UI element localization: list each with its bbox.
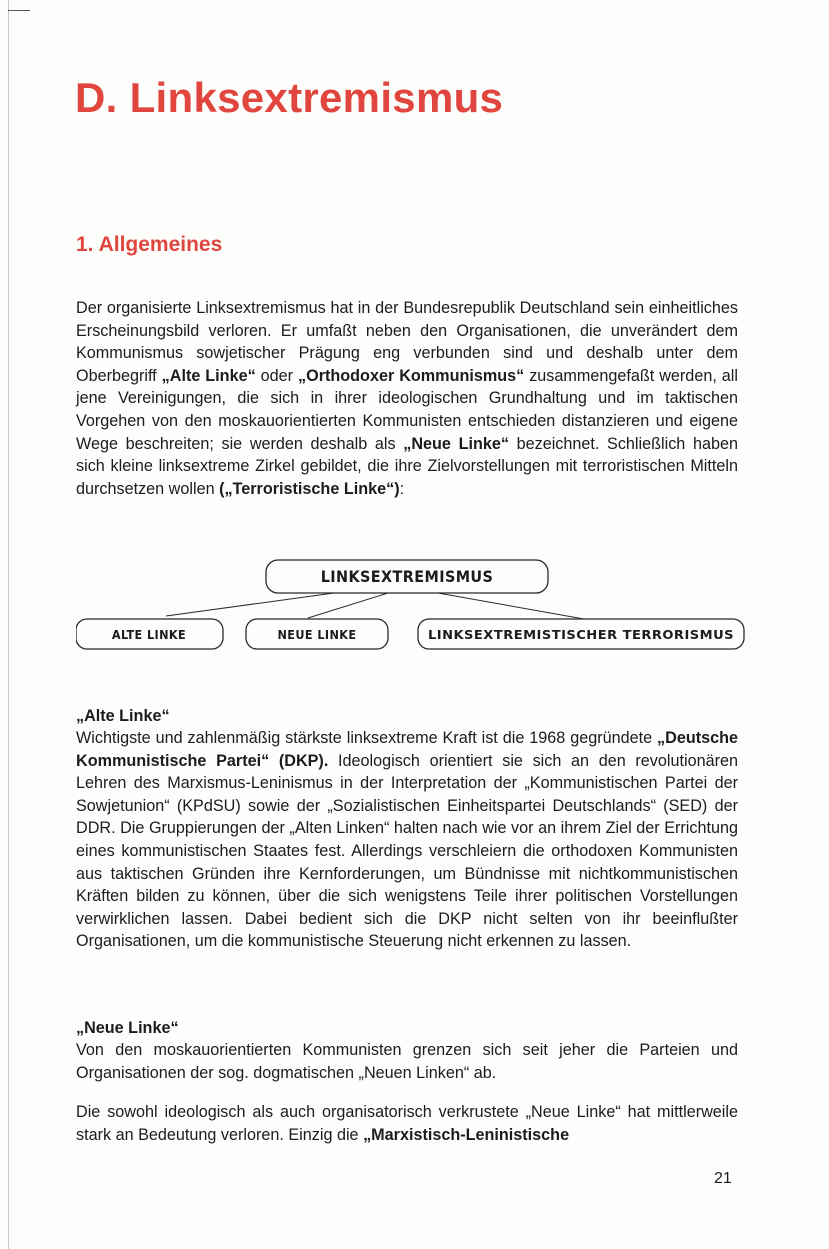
page-number: 21 — [714, 1170, 732, 1187]
alte-linke-text-1: Wichtigste und zahlenmäßig stärkste linksextreme Kraft ist die 1968 gegründete — [76, 729, 658, 747]
neue-linke-bold-mlpd: „Marxistisch-Leninistische — [363, 1125, 570, 1144]
alte-linke-heading: „Alte Linke“ — [76, 707, 170, 725]
page-edge-line — [8, 0, 9, 1249]
node-alte-linke — [76, 619, 223, 649]
node-neue-linke — [246, 619, 388, 649]
connector-terrorismus — [438, 593, 584, 619]
node-alte-linke-label: ALTE LINKE — [111, 627, 187, 642]
neue-linke-text-1: Die sowohl ideologisch als auch organisatorisch verkrustete „Neue Linke“ hat mittlerweile stark an Bedeutung verloren. Einzig die — [76, 1103, 738, 1144]
intro-text-1: Der organisierte Linksextremismus hat in der Bundesrepublik Deutschland sein einheitliches Erscheinungsbild verloren. Er umfaßt neben den Organisationen, die unverändert dem Kommunismus sowjetischer Prägung eng verbunden sind und deshalb unter dem Oberbegriff — [76, 299, 738, 385]
node-linksextremismus-label: LINKSEXTREMISMUS — [320, 567, 494, 586]
section-title: 1. Allgemeines — [76, 233, 223, 256]
connector-alte-linke — [166, 593, 334, 616]
alte-linke-text-2: Ideologisch orientiert sie sich an den revolutionären Lehren des Marxismus-Leninismus in der Interpretation der „Kommunistischen Partei der Sowjetunion“ (KPdSU) sowie der „Sozialistischen Einheitspartei Deutschlands“ (SED) der DDR. Die Gruppierungen der „Alten Linken“ halten nach wie vor an ihrem Ziel der Errichtung eines kommunistischen Staates fest. Allerdings verschleiern die orthodoxen Kommunisten aus taktischen Gründen ihre Kernforderungen, um Bündnisse mit nichtkommunistischen Kräften bilden zu können, über die sich wenigstens Teile ihrer politischen Vorstellungen verwirklichen lassen. Dabei bedient sich die DKP nicht selten von ihr beeinflußter Organisationen, um die kommunistische Steuerung nicht erkennen zu lassen. — [76, 751, 739, 951]
node-neue-linke-label: NEUE LINKE — [277, 627, 357, 642]
node-terrorismus — [418, 619, 744, 649]
intro-text-5: : — [399, 479, 405, 498]
alte-linke-bold-dkp: „Deutsche Kommunistische Partei“ (DKP). — [76, 729, 738, 770]
node-root — [266, 560, 548, 593]
intro-text-4: bezeichnet. Schließlich haben sich kleine linksextreme Zirkel gebildet, die ihre Zielvorstellungen mit terroristischen Mitteln durchsetzen wollen — [76, 434, 738, 498]
connector-lines — [166, 593, 584, 619]
intro-paragraph — [76, 297, 738, 500]
connector-neue-linke — [308, 593, 388, 618]
alte-linke-paragraph — [76, 727, 738, 953]
neue-linke-paragraph-1: Von den moskauorientierten Kommunisten grenzen sich seit jeher die Parteien und Organisationen der sog. dogmatischen „Neuen Linken“ ab. — [76, 1041, 738, 1082]
intro-text-3: zusammengefaßt werden, all jene Vereinigungen, die sich in ihrer ideologischen Grundhaltung und im taktischen Vorgehen von den moskauorientierten Kommunisten entschieden distanzieren und eigene Wege beschreiten; sie werden deshalb als — [76, 366, 738, 453]
intro-bold-orthodoxer-kommunismus: „Orthodoxer Kommunismus“ — [298, 366, 525, 385]
node-terrorismus-label: LINKSEXTREMISTISCHER TERRORISMUS — [428, 627, 734, 642]
neue-linke-heading: „Neue Linke“ — [76, 1019, 179, 1037]
intro-bold-neue-linke: „Neue Linke“ — [403, 434, 509, 453]
neue-linke-paragraph-2 — [76, 1101, 738, 1146]
intro-bold-alte-linke: „Alte Linke“ — [161, 366, 256, 385]
intro-text-2: oder — [255, 366, 299, 385]
linksextremismus-diagram — [76, 556, 746, 666]
chapter-title: D. Linksextremismus — [75, 74, 504, 121]
intro-bold-terroristische-linke: („Terroristische Linke“) — [219, 479, 400, 498]
corner-crop-mark — [8, 10, 30, 11]
